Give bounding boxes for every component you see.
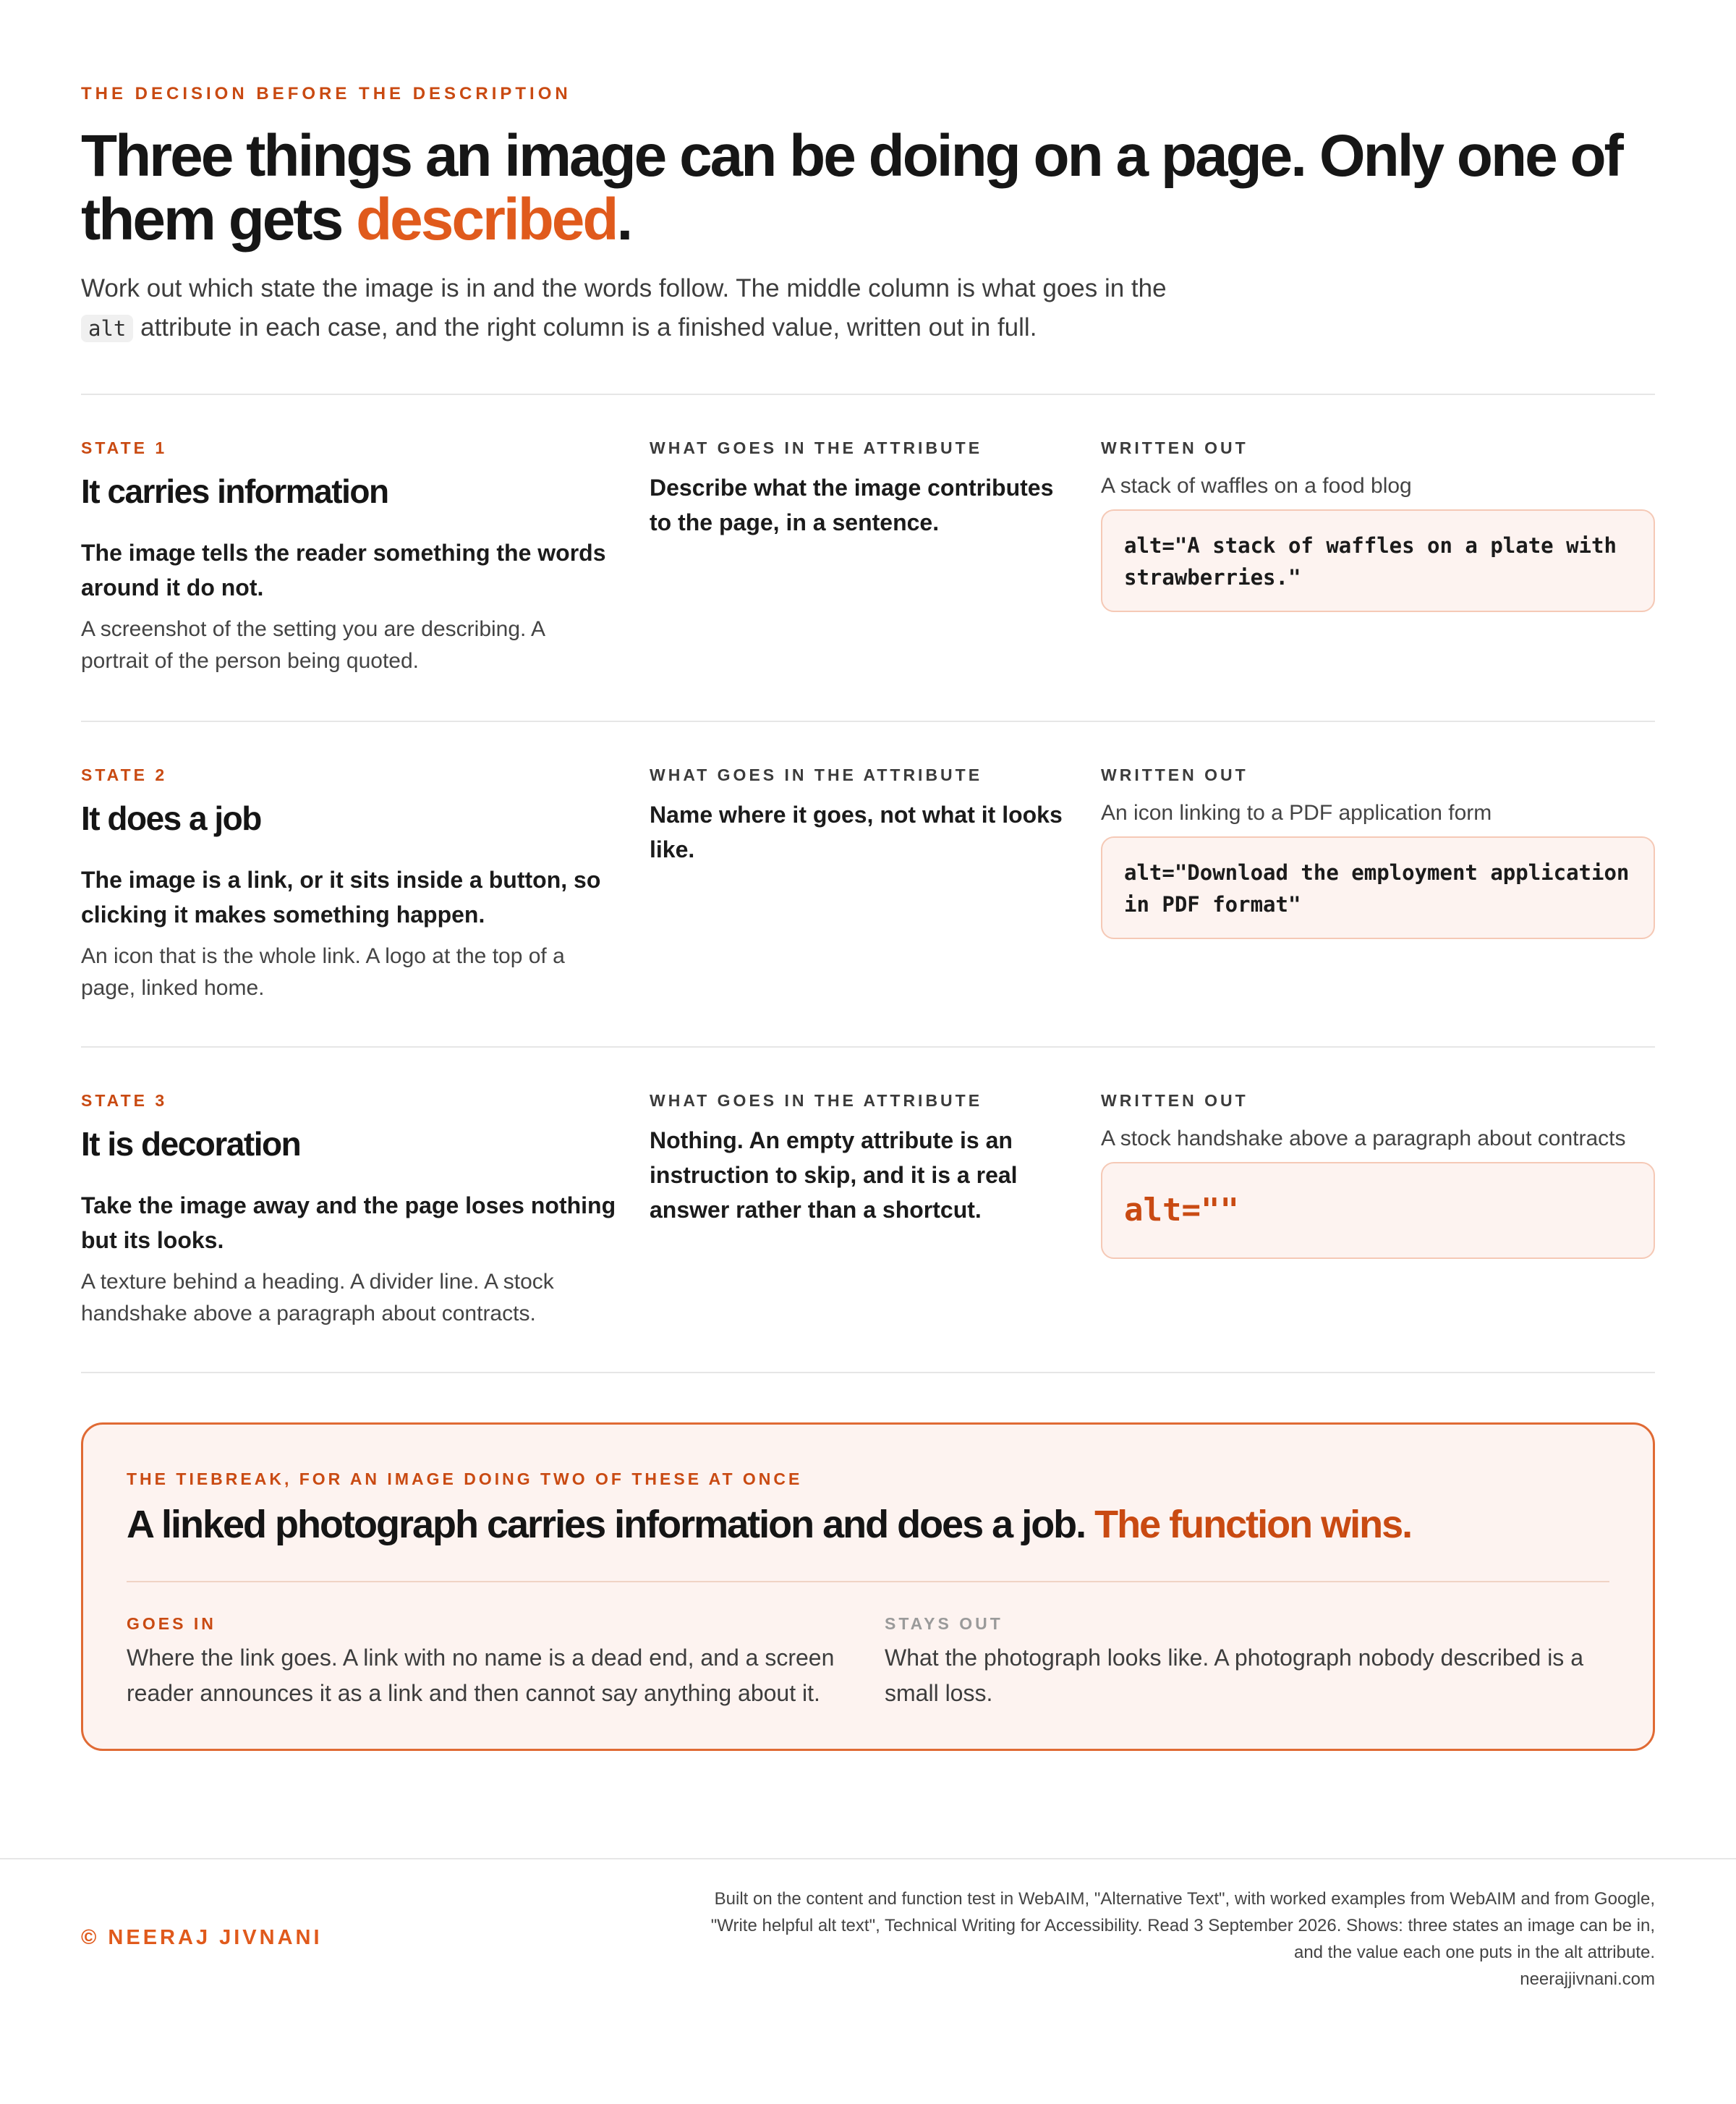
- state-example: A screenshot of the setting you are describing. A portrait of the person being quoted.: [81, 617, 545, 673]
- title-text: Three things an image can be doing on a page. Only one of them gets: [81, 123, 1622, 253]
- intro-code: alt: [81, 315, 133, 342]
- state-3: [81, 1048, 1655, 1373]
- tiebreak-label: THE TIEBREAK, FOR AN IMAGE DOING TWO OF THESE AT ONCE: [127, 1469, 803, 1488]
- written-out-label: WRITTEN OUT: [1101, 765, 1248, 784]
- state-1: [81, 395, 1655, 721]
- example-context: An icon linking to a PDF application form: [1101, 801, 1492, 825]
- title-end: .: [616, 187, 631, 253]
- written-out-label: WRITTEN OUT: [1101, 1091, 1248, 1110]
- state-example: A texture behind a heading. A divider line. A stock handshake above a paragraph about contracts.: [81, 1270, 554, 1325]
- stays-out-label: STAYS OUT: [885, 1614, 1003, 1633]
- example-context: A stock handshake above a paragraph about contracts: [1101, 1127, 1626, 1150]
- tiebreak-heading-accent: The function wins.: [1094, 1503, 1412, 1546]
- goes-in-text: Where the link goes. A link with no name is a dead end, and a screen reader announces it as a link and then cannot say anything about it.: [127, 1645, 835, 1706]
- alt-code-box: alt="A stack of waffles on a plate with strawberries.": [1101, 509, 1655, 612]
- state-lead: Take the image away and the page loses nothing but its looks.: [81, 1192, 616, 1253]
- footer-credit: [657, 1885, 1655, 1993]
- alt-code-box: alt="": [1101, 1162, 1655, 1259]
- intro-text-end: attribute in each case, and the right column is a finished value, written out in full.: [133, 313, 1037, 342]
- attribute-label: WHAT GOES IN THE ATTRIBUTE: [650, 1091, 983, 1110]
- attribute-text: Name where it goes, not what it looks like.: [650, 802, 1063, 862]
- example-context: A stack of waffles on a food blog: [1101, 474, 1412, 498]
- attribute-label: WHAT GOES IN THE ATTRIBUTE: [650, 765, 983, 784]
- state-lead: The image tells the reader something the words around it do not.: [81, 540, 606, 601]
- page-title: [81, 124, 1655, 252]
- state-heading: It carries information: [81, 472, 388, 510]
- alt-code-box: alt="Download the employment application in PDF format": [1101, 836, 1655, 939]
- attribute-text: Nothing. An empty attribute is an instruction to skip, and it is a real answer rather than a shortcut.: [650, 1127, 1018, 1223]
- written-out-label: WRITTEN OUT: [1101, 438, 1248, 457]
- state-heading: It does a job: [81, 799, 261, 837]
- state-example: An icon that is the whole link. A logo at the top of a page, linked home.: [81, 944, 565, 1000]
- attribute-text: Describe what the image contributes to the page, in a sentence.: [650, 475, 1054, 535]
- tiebreak-divider: [127, 1581, 1609, 1582]
- attribute-label: WHAT GOES IN THE ATTRIBUTE: [650, 438, 983, 457]
- intro-text: Work out which state the image is in and the words follow. The middle column is what goes in the: [81, 274, 1167, 302]
- stays-out-text: What the photograph looks like. A photograph nobody described is a small loss.: [885, 1645, 1583, 1706]
- tiebreak-heading: [127, 1500, 1411, 1549]
- tiebreak-heading-text: A linked photograph carries information and does a job.: [127, 1503, 1095, 1546]
- state-label: STATE 3: [81, 1091, 168, 1110]
- state-2: [81, 722, 1655, 1048]
- state-label: STATE 2: [81, 765, 168, 784]
- eyebrow: THE DECISION BEFORE THE DESCRIPTION: [81, 84, 571, 103]
- state-heading: It is decoration: [81, 1125, 301, 1163]
- divider: [81, 1372, 1655, 1373]
- intro: [81, 269, 1180, 348]
- title-accent: described: [356, 187, 617, 253]
- footer-divider: [0, 1858, 1736, 1859]
- credit-line: "Write helpful alt text", Technical Writing for Accessibility. Read 3 September 2026. Shows: three states an image can be in,: [710, 1916, 1655, 1935]
- goes-in-label: GOES IN: [127, 1614, 216, 1633]
- footer-link[interactable]: neerajjivnani.com: [1520, 1969, 1655, 1989]
- state-lead: The image is a link, or it sits inside a button, so clicking it makes something happen.: [81, 867, 601, 928]
- state-label: STATE 1: [81, 438, 168, 457]
- tiebreak-card: [81, 1422, 1655, 1751]
- footer-brand: © NEERAJ JIVNANI: [81, 1926, 323, 1949]
- credit-line: and the value each one puts in the alt attribute.: [1293, 1943, 1655, 1962]
- credit-line: Built on the content and function test in WebAIM, "Alternative Text", with worked examples from WebAIM and from Google,: [714, 1889, 1655, 1909]
